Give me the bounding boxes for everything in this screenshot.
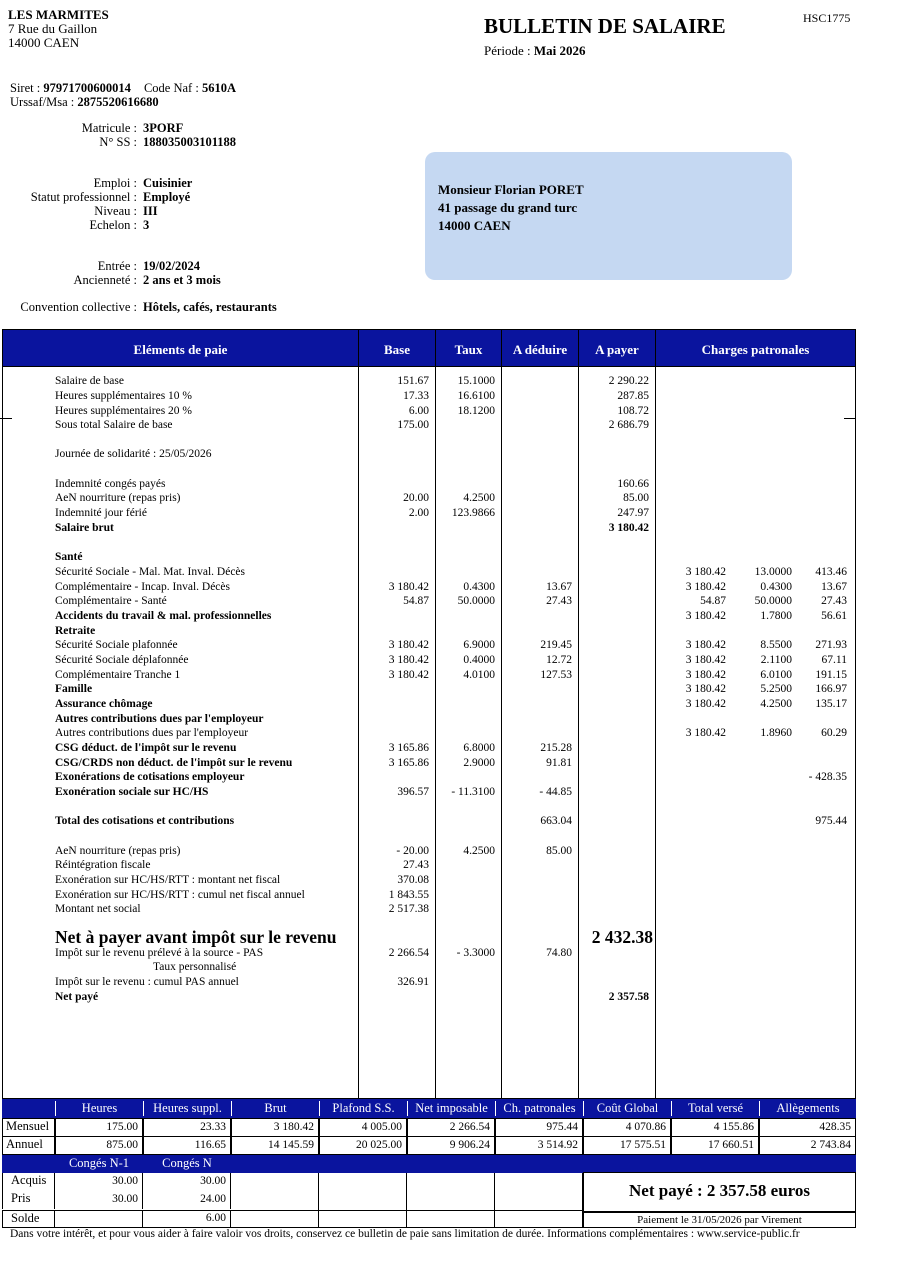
row-value-ct: 50.0000: [754, 595, 792, 607]
row-label: Sécurité Sociale - Mal. Mat. Inval. Décès: [55, 566, 246, 578]
row-value-d: 663.04: [540, 815, 572, 827]
row-value-t: 123.9866: [451, 507, 495, 519]
row-value-cb: 3 180.42: [685, 566, 726, 578]
entree-value: 19/02/2024: [143, 259, 200, 273]
row-label: Autres contributions dues par l'employeur: [55, 713, 264, 725]
row-value-cm: 413.46: [815, 566, 847, 578]
conges-cell: 30.00: [143, 1173, 231, 1191]
company-name: LES MARMITES: [8, 7, 109, 22]
row-value-cm: 191.15: [815, 669, 847, 681]
col-divider: [655, 330, 656, 1098]
summary-row-label: Annuel: [2, 1136, 55, 1155]
row-value-ct: 0.4300: [760, 581, 792, 593]
row-value-b: 6.00: [408, 405, 429, 417]
row-label: Assurance chômage: [55, 698, 153, 710]
summary-header: Coût Global: [583, 1101, 671, 1116]
col-divider: [435, 330, 436, 1098]
matricule-label: Matricule :: [81, 121, 137, 135]
row-value-t: 16.6100: [457, 390, 495, 402]
row-value-cb: 3 180.42: [685, 610, 726, 622]
row-value-cm: 27.43: [821, 595, 847, 607]
fold-mark: [844, 418, 856, 419]
row-label: Exonération sociale sur HC/HS: [55, 786, 209, 798]
row-value-t: 0.4300: [463, 581, 495, 593]
col-payer: A payer: [595, 342, 639, 357]
summary-cell: 3 514.92: [495, 1136, 583, 1155]
row-label: Réintégration fiscale: [55, 859, 151, 871]
col-taux: Taux: [454, 342, 483, 357]
row-value-cm: 67.11: [821, 654, 847, 666]
summary-header: Ch. patronales: [495, 1101, 583, 1116]
naf-value: 5610A: [201, 81, 236, 95]
conges-row-label: Pris: [2, 1191, 55, 1209]
summary-header: Net imposable: [407, 1101, 495, 1116]
row-label: Complémentaire Tranche 1: [55, 669, 181, 681]
row-value-cm: 166.97: [815, 683, 847, 695]
emploi-label: Emploi :: [93, 176, 137, 190]
row-label: CSG déduct. de l'impôt sur le revenu: [55, 742, 237, 754]
conges-cell: 30.00: [55, 1191, 143, 1209]
row-value-t: - 3.3000: [456, 947, 495, 959]
col-base: Base: [384, 342, 410, 357]
net-paye-final: Net payé : 2 357.58 euros: [629, 1181, 810, 1200]
summary-cell: 875.00: [55, 1136, 143, 1155]
row-label: Retraite: [55, 625, 96, 637]
taux-personnalise: Taux personnalisé: [153, 961, 237, 973]
summary-cell: 3 180.42: [231, 1118, 319, 1137]
echelon-label: Echelon :: [89, 218, 137, 232]
naf-label: Code Naf :: [143, 81, 202, 95]
row-value-cm: 56.61: [821, 610, 847, 622]
statut-value: Employé: [143, 190, 191, 204]
summary-cell: 116.65: [143, 1136, 231, 1155]
document-title: BULLETIN DE SALAIRE: [484, 14, 726, 38]
row-value-t: 2.9000: [463, 757, 495, 769]
row-value-d: 91.81: [546, 757, 572, 769]
row-label: Sécurité Sociale plafonnée: [55, 639, 178, 651]
conges-empty-cell: [495, 1173, 583, 1228]
row-value-b: 27.43: [403, 859, 429, 871]
summary-cell: 4 070.86: [583, 1118, 671, 1137]
row-label: Complémentaire - Incap. Inval. Décès: [55, 581, 230, 593]
row-value-b: 3 165.86: [388, 757, 429, 769]
convention-label: Convention collective :: [20, 300, 137, 314]
row-value-t: 18.1200: [457, 405, 495, 417]
summary-cell: 428.35: [759, 1118, 856, 1137]
summary-cell: 4 155.86: [671, 1118, 759, 1137]
row-value-cm: - 428.35: [808, 771, 847, 783]
siret-label: Siret :: [10, 81, 44, 95]
urssaf-value: 2875520616680: [77, 95, 159, 109]
row-value-b: 2 517.38: [388, 903, 429, 915]
periode: [484, 43, 585, 59]
document-code: HSC1775: [803, 11, 851, 25]
col-deduire: A déduire: [512, 342, 568, 357]
row-value-p: 3 180.42: [608, 522, 649, 534]
niveau-value: III: [143, 204, 158, 218]
col-elements: Eléments de paie: [133, 342, 228, 357]
conges-divider: [2, 1210, 583, 1211]
row-value-ct: 1.8960: [760, 727, 792, 739]
conges-cell: 6.00: [143, 1211, 231, 1228]
row-value-cb: 3 180.42: [685, 683, 726, 695]
row-value-d: 74.80: [546, 947, 572, 959]
row-label: Santé: [55, 551, 83, 563]
net-avant-impot-value: 2 432.38: [591, 927, 653, 947]
paiement-info: Paiement le 31/05/2026 par Virement: [583, 1212, 856, 1228]
summary-header: Heures: [55, 1101, 143, 1116]
company-city: 14000 CAEN: [8, 35, 80, 50]
row-label: Sécurité Sociale déplafonnée: [55, 654, 189, 666]
row-value-b: 20.00: [403, 492, 429, 504]
conges-empty-cell: [407, 1173, 495, 1228]
row-value-d: - 44.85: [539, 786, 572, 798]
row-value-b: 3 180.42: [388, 654, 429, 666]
header-divider: [2, 366, 856, 367]
nss-value: 188035003101188: [143, 135, 237, 149]
row-label: Salaire de base: [55, 375, 124, 387]
row-label: Net payé: [55, 991, 99, 1003]
net-avant-impot-label: Net à payer avant impôt sur le revenu: [55, 927, 337, 947]
row-value-d: 13.67: [546, 581, 572, 593]
row-value-b: 396.57: [397, 786, 429, 798]
row-value-d: 12.72: [546, 654, 572, 666]
address-name: Monsieur Florian PORET: [438, 182, 584, 197]
row-value-ct: 1.7800: [760, 610, 792, 622]
conges-row-label: Solde: [2, 1211, 55, 1228]
anciennete-label: Ancienneté :: [73, 273, 137, 287]
row-value-b: 2.00: [408, 507, 429, 519]
row-value-b: 370.08: [397, 874, 429, 886]
row-value-b: 3 180.42: [388, 639, 429, 651]
row-value-t: 50.0000: [457, 595, 495, 607]
row-label: Famille: [55, 683, 93, 695]
entree-label: Entrée :: [97, 259, 137, 273]
conges-row-label: Acquis: [2, 1173, 55, 1191]
row-value-cm: 13.67: [821, 581, 847, 593]
row-value-cm: 975.44: [815, 815, 847, 827]
urssaf-line: [10, 95, 159, 110]
row-value-b: 3 180.42: [388, 669, 429, 681]
row-value-b: 175.00: [397, 419, 429, 431]
row-value-b: 3 180.42: [388, 581, 429, 593]
summary-cell: 14 145.59: [231, 1136, 319, 1155]
row-value-p: 287.85: [617, 390, 649, 402]
summary-cell: 20 025.00: [319, 1136, 407, 1155]
row-value-d: 27.43: [546, 595, 572, 607]
summary-header: Plafond S.S.: [319, 1101, 407, 1116]
row-value-t: - 11.3100: [451, 786, 495, 798]
row-value-p: 160.66: [617, 478, 649, 490]
conges-cell: [55, 1211, 143, 1228]
row-value-cb: 54.87: [700, 595, 726, 607]
row-label: Sous total Salaire de base: [55, 419, 173, 431]
row-value-d: 219.45: [540, 639, 572, 651]
row-value-b: 54.87: [403, 595, 429, 607]
row-label: Montant net social: [55, 903, 141, 915]
row-value-b: 326.91: [397, 976, 429, 988]
row-value-cb: 3 180.42: [685, 698, 726, 710]
row-value-p: 247.97: [617, 507, 649, 519]
row-value-b: 1 843.55: [388, 889, 429, 901]
row-value-b: 17.33: [403, 390, 429, 402]
summary-row-label: Mensuel: [2, 1118, 55, 1137]
row-label: Total des cotisations et contributions: [55, 815, 235, 827]
row-label: AeN nourriture (repas pris): [55, 492, 181, 504]
company-street: 7 Rue du Gaillon: [8, 21, 98, 36]
periode-value: Mai 2026: [533, 43, 586, 58]
row-value-p: 85.00: [623, 492, 649, 504]
row-label: Autres contributions dues par l'employeur: [55, 727, 249, 739]
conges-header: Congés N: [162, 1156, 212, 1170]
matricule-value: 3PORF: [143, 121, 184, 135]
row-value-cm: 271.93: [815, 639, 847, 651]
row-value-t: 6.9000: [463, 639, 495, 651]
row-value-b: 2 266.54: [388, 947, 429, 959]
row-label: Salaire brut: [55, 522, 114, 534]
row-value-cm: 60.29: [821, 727, 847, 739]
conges-cell: 30.00: [55, 1173, 143, 1191]
col-divider: [578, 330, 579, 1098]
statut-label: Statut professionnel :: [30, 190, 137, 204]
convention-value: Hôtels, cafés, restaurants: [143, 300, 277, 314]
row-value-cm: 135.17: [815, 698, 847, 710]
row-label: Exonération sur HC/HS/RTT : cumul net fiscal annuel: [55, 889, 305, 901]
row-value-t: 15.1000: [457, 375, 495, 387]
row-label: Indemnité jour férié: [55, 507, 147, 519]
summary-cell: 975.44: [495, 1118, 583, 1137]
row-label: Heures supplémentaires 20 %: [55, 405, 193, 417]
footer-note: Dans votre intérêt, et pour vous aider à faire valoir vos droits, conservez ce bulletin de paie sans limitation de durée. Informations complémentaires : www.service-public.fr: [10, 1228, 800, 1240]
row-value-cb: 3 180.42: [685, 669, 726, 681]
summary-cell: 2 266.54: [407, 1118, 495, 1137]
row-label: Journée de solidarité : 25/05/2026: [55, 448, 212, 460]
row-value-t: 0.4000: [463, 654, 495, 666]
conges-empty-cell: [231, 1173, 319, 1228]
row-value-cb: 3 180.42: [685, 581, 726, 593]
company-block: [8, 8, 109, 50]
address-street: 41 passage du grand turc: [438, 200, 578, 215]
row-value-p: 108.72: [617, 405, 649, 417]
row-value-cb: 3 180.42: [685, 639, 726, 651]
row-value-cb: 3 180.42: [685, 654, 726, 666]
summary-cell: 17 575.51: [583, 1136, 671, 1155]
address-city: 14000 CAEN: [438, 218, 511, 233]
echelon-value: 3: [143, 218, 150, 232]
summary-header: Total versé: [671, 1101, 759, 1116]
summary-cell: 2 743.84: [759, 1136, 856, 1155]
row-label: AeN nourriture (repas pris): [55, 845, 181, 857]
row-value-p: 2 290.22: [608, 375, 649, 387]
periode-label: Période :: [484, 43, 534, 58]
row-value-ct: 13.0000: [754, 566, 792, 578]
row-value-t: 6.8000: [463, 742, 495, 754]
row-value-ct: 2.1100: [760, 654, 792, 666]
row-value-t: 4.2500: [463, 492, 495, 504]
summary-cell: 175.00: [55, 1118, 143, 1137]
row-value-ct: 8.5500: [760, 639, 792, 651]
summary-header: Brut: [231, 1101, 319, 1116]
col-divider: [501, 330, 502, 1098]
urssaf-label: Urssaf/Msa :: [10, 95, 78, 109]
row-value-ct: 5.2500: [760, 683, 792, 695]
row-label: Impôt sur le revenu prélevé à la source - PAS: [55, 947, 264, 959]
row-value-p: 2 357.58: [608, 991, 649, 1003]
row-value-ct: 4.2500: [760, 698, 792, 710]
summary-cell: 17 660.51: [671, 1136, 759, 1155]
row-label: Impôt sur le revenu : cumul PAS annuel: [55, 976, 239, 988]
emploi-value: Cuisinier: [143, 176, 193, 190]
row-value-d: 127.53: [540, 669, 572, 681]
row-value-b: 151.67: [397, 375, 429, 387]
row-label: Exonération sur HC/HS/RTT : montant net fiscal: [55, 874, 281, 886]
row-value-t: 4.0100: [463, 669, 495, 681]
summary-cell: 23.33: [143, 1118, 231, 1137]
siret-line: [10, 81, 236, 96]
row-label: Complémentaire - Santé: [55, 595, 167, 607]
row-value-b: 3 165.86: [388, 742, 429, 754]
address-block: [438, 181, 584, 235]
conges-header: Congés N-1: [68, 1156, 130, 1170]
conges-empty-cell: [319, 1173, 407, 1228]
row-value-d: 85.00: [546, 845, 572, 857]
conges-cell: 24.00: [143, 1191, 231, 1209]
summary-cell: 9 906.24: [407, 1136, 495, 1155]
fold-mark: [0, 418, 12, 419]
col-charges: Charges patronales: [701, 342, 810, 357]
row-label: Exonérations de cotisations employeur: [55, 771, 245, 783]
row-label: Accidents du travail & mal. professionnelles: [55, 610, 272, 622]
row-label: Heures supplémentaires 10 %: [55, 390, 193, 402]
summary-header: Allègements: [759, 1101, 856, 1116]
summary-header: Heures suppl.: [143, 1101, 231, 1116]
row-value-p: 2 686.79: [608, 419, 649, 431]
siret-value: 97971700600014: [43, 81, 131, 95]
nss-label: N° SS :: [99, 135, 137, 149]
row-value-ct: 6.0100: [760, 669, 792, 681]
row-value-d: 215.28: [540, 742, 572, 754]
niveau-label: Niveau :: [94, 204, 137, 218]
row-label: CSG/CRDS non déduct. de l'impôt sur le revenu: [55, 757, 293, 769]
row-value-t: 4.2500: [463, 845, 495, 857]
row-value-cb: 3 180.42: [685, 727, 726, 739]
anciennete-value: 2 ans et 3 mois: [143, 273, 221, 287]
row-label: Indemnité congés payés: [55, 478, 166, 490]
row-value-b: - 20.00: [396, 845, 429, 857]
summary-cell: 4 005.00: [319, 1118, 407, 1137]
